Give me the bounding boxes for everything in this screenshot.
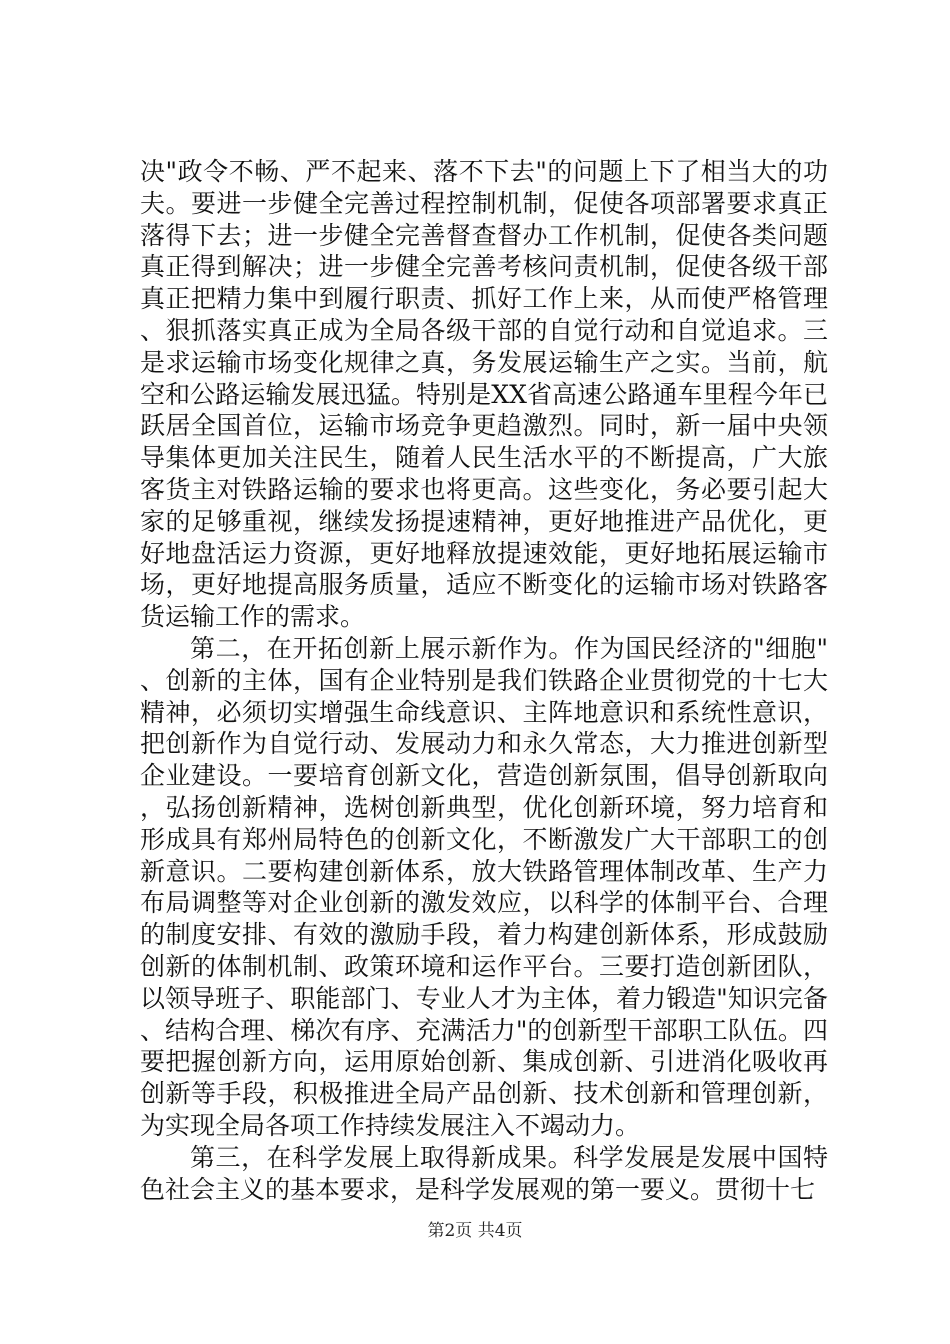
page-number-footer: 第2页 共4页	[427, 1221, 523, 1241]
document-body	[140, 156, 828, 1205]
paragraph-continued: 决"政令不畅、严不起来、落不下去"的问题上下了相当大的功夫。要进一步健全完善过程控制机制，促使各项部署要求真正落得下去；进一步健全完善督查督办工作机制，促使各类问题真正得到解决；进一步健全完善考核问责机制，促使各级干部真正把精力集中到履行职责、抓好工作上来，从而使严格管理、狠抓落实真正成为全局各级干部的自觉行动和自觉追求。三是求运输市场变化规律之真，务发展运输生产之实。当前，航空和公路运输发展迅猛。特别是XX省高速公路通车里程今年已跃居全国首位，运输市场竞争更趋激烈。同时，新一届中央领导集体更加关注民生，随着人民生活水平的不断提高，广大旅客货主对铁路运输的要求也将更高。这些变化，务必要引起大家的足够重视，继续发扬提速精神，更好地推进产品优化，更好地盘活运力资源，更好地释放提速效能，更好地拓展运输市场，更好地提高服务质量，适应不断变化的运输市场对铁路客货运输工作的需求。	[140, 157, 828, 632]
paragraph-third-point: 第三，在科学发展上取得新成果。科学发展是发展中国特色社会主义的基本要求，是科学发展观的第一要义。贯彻十七	[140, 1142, 828, 1204]
paragraph-second-point: 第二，在开拓创新上展示新作为。作为国民经济的"细胞"、创新的主体，国有企业特别是我们铁路企业贯彻党的十七大精神，必须切实增强生命线意识、主阵地意识和系统性意识，把创新作为自觉行动、发展动力和永久常态，大力推进创新型企业建设。一要培育创新文化，营造创新氛围，倡导创新取向，弘扬创新精神，选树创新典型，优化创新环境，努力培育和形成具有郑州局特色的创新文化，不断激发广大干部职工的创新意识。二要构建创新体系，放大铁路管理体制改革、生产力布局调整等对企业创新的激发效应，以科学的体制平台、合理的制度安排、有效的激励手段，着力构建创新体系，形成鼓励创新的体制机制、政策环境和运作平台。三要打造创新团队，以领导班子、职能部门、专业人才为主体，着力锻造"知识完备、结构合理、梯次有序、充满活力"的创新型干部职工队伍。四要把握创新方向，运用原始创新、集成创新、引进消化吸收再创新等手段，积极推进全局产品创新、技术创新和管理创新，为实现全局各项工作持续发展注入不竭动力。	[140, 633, 828, 1140]
